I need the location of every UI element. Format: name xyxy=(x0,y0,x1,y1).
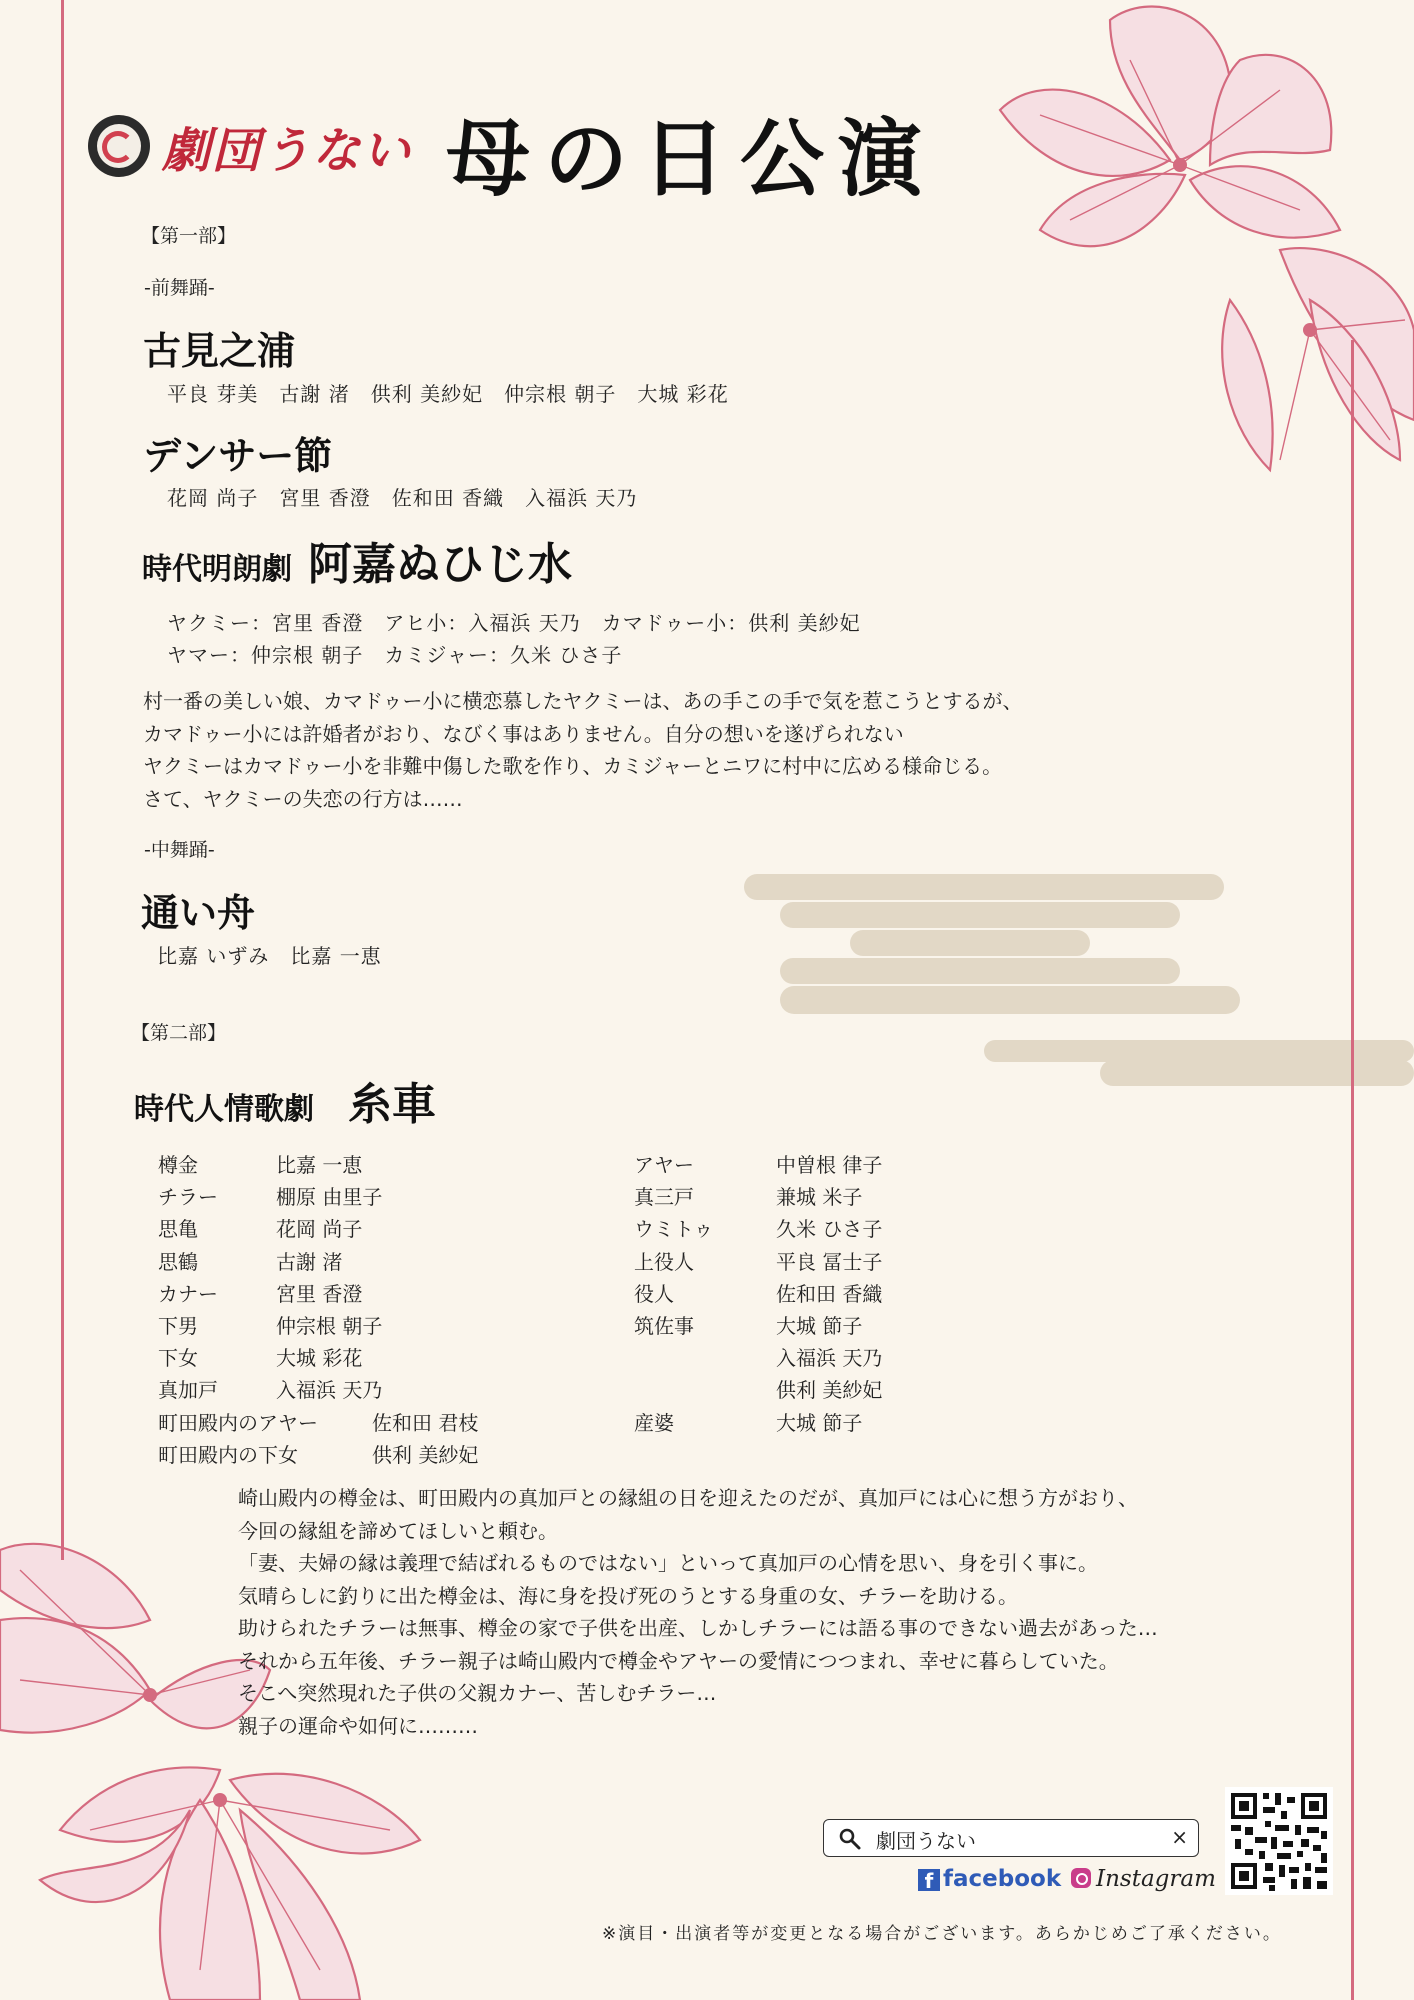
cast-row xyxy=(634,1181,934,1213)
border-line-right xyxy=(1351,340,1354,2000)
play1-synopsis xyxy=(143,685,1023,815)
cast-actor: 大城 節子 xyxy=(776,1313,863,1338)
part2-label: 【第二部】 xyxy=(131,1022,227,1044)
instagram-link[interactable] xyxy=(1071,1866,1216,1892)
cast-row xyxy=(634,1278,934,1310)
cast-role: アヤー xyxy=(634,1153,694,1177)
play2-genre: 時代人情歌劇 xyxy=(134,1092,314,1127)
cast-actor: 仲宗根 朝子 xyxy=(276,1313,383,1338)
cast-row xyxy=(634,1149,934,1181)
synopsis-line: 村一番の美しい娘、カマドゥー小に横恋慕したヤクミーは、あの手この手で気を惹こうとするが、 xyxy=(143,689,1023,713)
part1-label: 【第一部】 xyxy=(141,225,237,247)
synopsis-line: それから五年後、チラー親子は崎山殿内で樽金やアヤーの愛情につつまれ、幸せに暮らしていた。 xyxy=(238,1648,1119,1673)
cast-actor: 兼城 米子 xyxy=(776,1185,863,1210)
cast-row xyxy=(634,1246,934,1278)
search-text: 劇団うない xyxy=(876,1829,976,1853)
play2-cast-left xyxy=(158,1149,538,1471)
cast-actor: 入福浜 天乃 xyxy=(776,1346,883,1371)
cast-row xyxy=(634,1310,934,1342)
cast-actor: 佐和田 香織 xyxy=(776,1281,883,1306)
cast-role: 真加戸 xyxy=(158,1378,218,1403)
page-title: 母の日公演 xyxy=(446,109,937,208)
synopsis-line: 「妻、夫婦の縁は義理で結ばれるものではない」といって真加戸の心情を思い、身を引く事に。 xyxy=(238,1551,1098,1575)
play1-cast-line: ヤクミー：宮里 香澄 アヒ小：入福浜 天乃 カマドゥー小：供利 美紗妃 xyxy=(167,611,861,635)
cast-row xyxy=(158,1246,538,1278)
cast-role: ウミトゥ xyxy=(634,1217,714,1242)
cast-actor: 供利 美紗妃 xyxy=(776,1378,883,1403)
cast-row xyxy=(158,1213,538,1245)
cast-row xyxy=(158,1149,538,1181)
cast-actor: 花岡 尚子 xyxy=(276,1217,363,1242)
cast-role: 下女 xyxy=(158,1346,198,1371)
facebook-label: facebook xyxy=(943,1866,1062,1892)
synopsis-line: ヤクミーはカマドゥー小を非難中傷した歌を作り、カミジャーとニワに村中に広める様命じる。 xyxy=(143,754,1003,778)
play1-genre: 時代明朗劇 xyxy=(142,552,292,587)
cast-actor: 大城 彩花 xyxy=(276,1346,363,1371)
cast-actor: 古謝 渚 xyxy=(276,1249,343,1274)
cast-row xyxy=(634,1213,934,1245)
cast-actor: 佐和田 君枝 xyxy=(372,1410,479,1435)
cast-row xyxy=(158,1310,538,1342)
cast-actor: 供利 美紗妃 xyxy=(372,1442,479,1467)
cast-actor: 棚原 由里子 xyxy=(276,1185,383,1210)
synopsis-line: 崎山殿内の樽金は、町田殿内の真加戸との縁組の日を迎えたのだが、真加戸には心に想う方がおり、 xyxy=(238,1486,1138,1510)
troupe-logo xyxy=(88,115,150,177)
dance-title: 古見之浦 xyxy=(143,328,296,373)
synopsis-line: カマドゥー小には許婚者がおり、なびく事はありません。自分の想いを遂げられない xyxy=(143,721,904,746)
search-box[interactable] xyxy=(823,1819,1199,1857)
cast-role: カナー xyxy=(158,1281,218,1306)
cast-row xyxy=(158,1407,538,1439)
cast-role: 下男 xyxy=(158,1313,198,1338)
cast-row xyxy=(158,1374,538,1406)
cast-row xyxy=(158,1439,538,1471)
instagram-label: Instagram xyxy=(1096,1866,1216,1892)
cast-actor: 中曽根 律子 xyxy=(776,1153,883,1177)
cast-row xyxy=(634,1374,934,1406)
pre-dance-label: -前舞踊- xyxy=(144,277,215,299)
instagram-icon xyxy=(1071,1868,1091,1888)
synopsis-line: そこへ突然現れた子供の父親カナー、苦しむチラー… xyxy=(238,1681,717,1705)
cloud-decoration xyxy=(740,870,1414,1100)
flower-decoration-top-right xyxy=(980,0,1414,500)
cast-role: 筑佐事 xyxy=(634,1313,694,1338)
troupe-logo-text: 劇団うない xyxy=(162,123,413,179)
cast-row xyxy=(158,1181,538,1213)
cast-row xyxy=(158,1342,538,1374)
search-icon xyxy=(838,1827,862,1851)
play2-cast-right xyxy=(634,1149,934,1439)
facebook-icon: f xyxy=(918,1869,940,1891)
play2-heading xyxy=(134,1068,436,1132)
cast-role: 役人 xyxy=(634,1281,674,1306)
cast-actor: 比嘉 一恵 xyxy=(276,1153,363,1177)
synopsis-line: 親子の運命や如何に……… xyxy=(238,1713,478,1738)
synopsis-line: 助けられたチラーは無事、樽金の家で子供を出産、しかしチラーには語る事のできない過去があった… xyxy=(238,1616,1158,1640)
synopsis-line: 今回の縁組を諦めてほしいと頼む。 xyxy=(238,1518,558,1543)
facebook-link[interactable] xyxy=(918,1866,1061,1892)
play1-title: 阿嘉ぬひじ水 xyxy=(308,539,572,590)
cast-actor: 久米 ひさ子 xyxy=(776,1217,883,1242)
mid-dance-title: 通い舟 xyxy=(141,890,256,935)
cast-role: 真三戸 xyxy=(634,1185,694,1210)
synopsis-line: さて、ヤクミーの失恋の行方は…… xyxy=(143,786,463,811)
play1-heading xyxy=(142,528,572,592)
cast-row xyxy=(634,1342,934,1374)
disclaimer-notice: ※演目・出演者等が変更となる場合がございます。あらかじめご了承ください。 xyxy=(602,1924,1282,1944)
play2-synopsis xyxy=(238,1482,1158,1742)
cast-row xyxy=(634,1407,934,1439)
clear-icon[interactable]: × xyxy=(1171,1825,1188,1849)
cast-row xyxy=(158,1278,538,1310)
cast-role: 思亀 xyxy=(158,1217,198,1242)
cast-role: 思鶴 xyxy=(158,1249,198,1274)
border-line-left xyxy=(61,0,64,1560)
qr-code[interactable] xyxy=(1225,1787,1333,1895)
cast-role: 上役人 xyxy=(634,1249,694,1274)
cast-actor: 宮里 香澄 xyxy=(276,1281,363,1306)
play2-title: 糸車 xyxy=(348,1079,436,1130)
mid-dance-performers: 比嘉 いずみ 比嘉 一恵 xyxy=(157,944,382,968)
cast-actor: 大城 節子 xyxy=(776,1410,863,1435)
cast-role: 樽金 xyxy=(158,1153,198,1177)
synopsis-line: 気晴らしに釣りに出た樽金は、海に身を投げ死のうとする身重の女、チラーを助ける。 xyxy=(238,1583,1018,1608)
cast-actor: 入福浜 天乃 xyxy=(276,1378,383,1403)
cast-role: 町田殿内のアヤー xyxy=(158,1410,318,1435)
cast-role: 産婆 xyxy=(634,1410,674,1435)
mid-dance-label: -中舞踊- xyxy=(144,839,215,861)
cast-role: 町田殿内の下女 xyxy=(158,1442,298,1467)
cast-actor: 平良 冨士子 xyxy=(776,1249,883,1274)
dance-performers: 花岡 尚子 宮里 香澄 佐和田 香織 入福浜 天乃 xyxy=(167,486,638,510)
dance-performers: 平良 芽美 古謝 渚 供利 美紗妃 仲宗根 朝子 大城 彩花 xyxy=(167,382,729,406)
dance-title: デンサー節 xyxy=(143,433,333,478)
play1-cast-line: ヤマー：仲宗根 朝子 カミジャー：久米 ひさ子 xyxy=(167,643,623,667)
cast-role: チラー xyxy=(158,1185,218,1210)
